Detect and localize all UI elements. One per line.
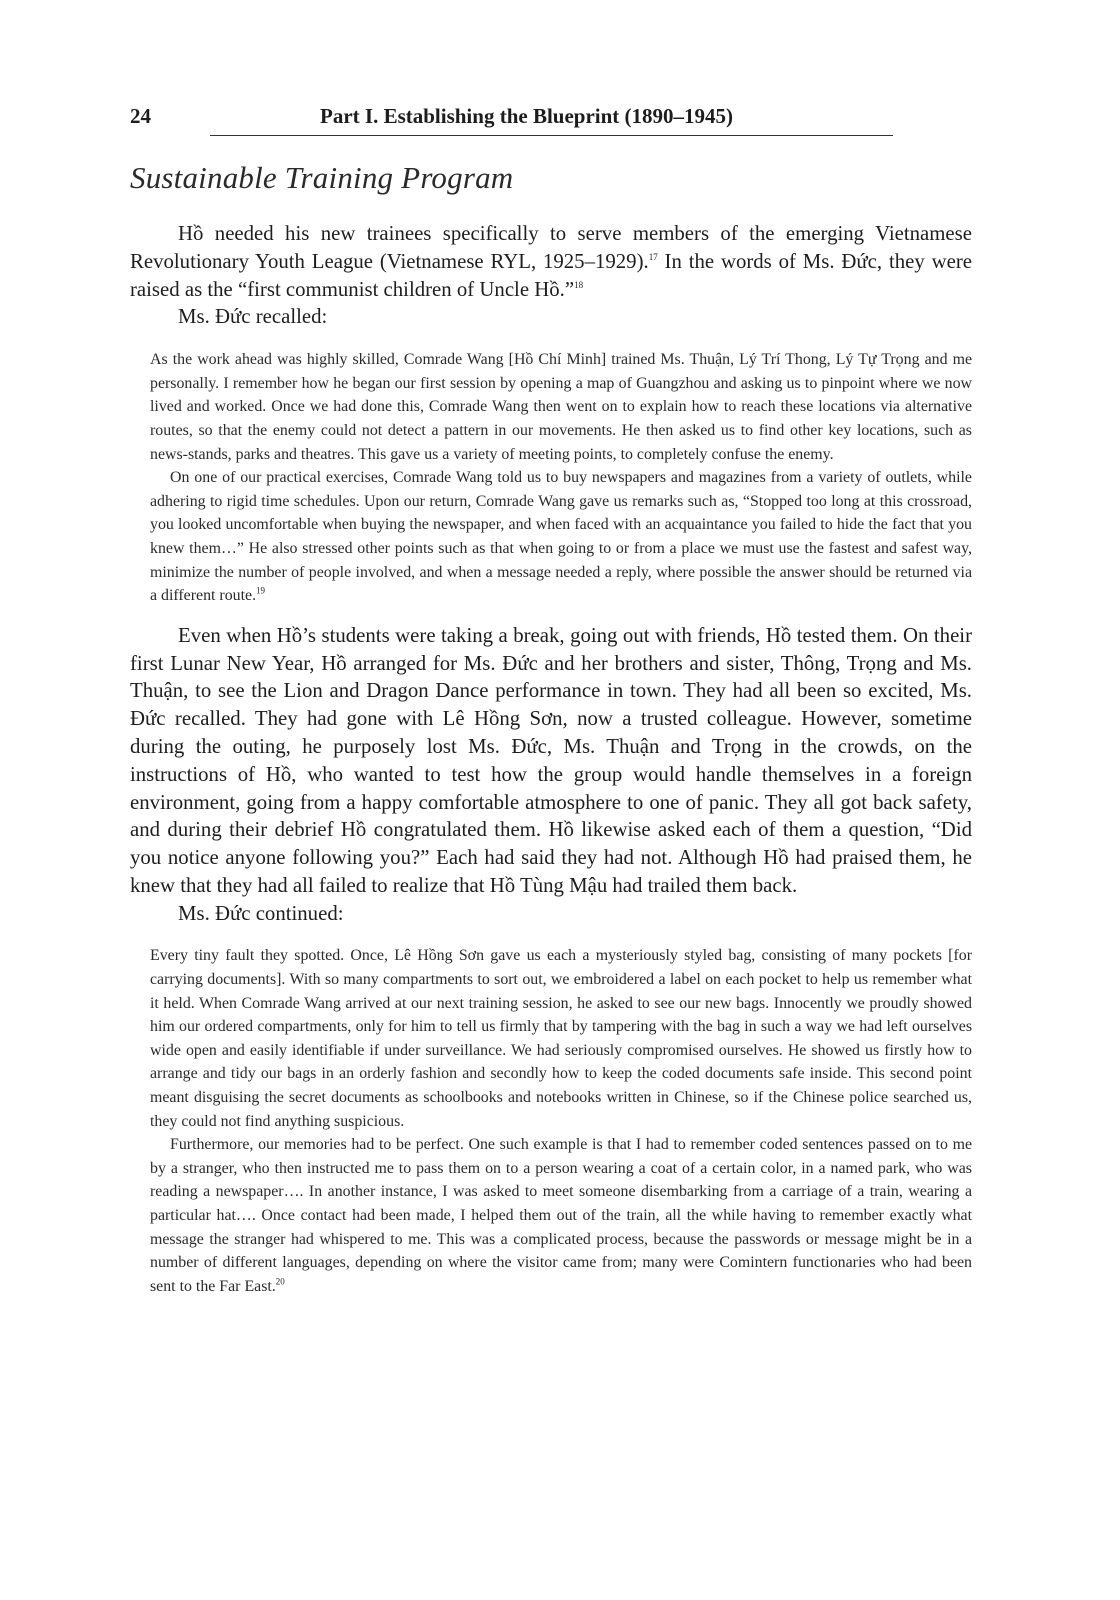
section-title: Sustainable Training Program <box>130 160 514 195</box>
running-header <box>130 104 892 138</box>
header-rule <box>210 135 893 136</box>
footnote-ref[interactable]: 17 <box>648 251 658 262</box>
block-quote: Every tiny fault they spotted. Once, Lê Hồng Sơn gave us each a mysteriously styled bag, consisting of many pockets [for carrying documents]. With so many compartments to sort out, we embroidered a label on each pocket to help us remember what it held. When Comrade Wang arrived at our next training session, he asked to see our new bags. Innocently we proudly showed him our ordered compartments, only for him to tell us firmly that by tampering with the bag in such a way we had left ourselves wide open and easily identifiable if under surveillance. We had seriously compromised ourselves. He showed us firstly how to arrange and tidy our bags in an orderly fashion and secondly how to keep the coded documents safe inside. This second point meant disguising the secret documents as schoolbooks and notebooks written in Chinese, so if the Chinese police searched us, they could not find anything suspicious. <box>150 947 972 1130</box>
running-head-title: Part I. Establishing the Blueprint (1890–1945) <box>320 104 734 128</box>
footnote-ref[interactable]: 19 <box>256 585 266 596</box>
block-quote <box>150 1133 972 1298</box>
paragraph-text: In the words of Ms. Đức, they were raised as the “first communist children of Uncle Hồ.” <box>130 249 972 301</box>
quote-text: On one of our practical exercises, Comrade Wang told us to buy newspapers and magazines from a variety of outlets, while adhering to rigid time schedules. Upon our return, Comrade Wang gave us remarks such as, “Stopped too long at this crossroad, you looked uncomfortable when buying the newspaper, and when faced with an acquaintance you failed to hide the fact that you knew them…” He also stressed other points such as that when going to or from a place we must use the fastest and safest way, minimize the number of people involved, and when a message needed a reply, where possible the answer should be returned via a different route. <box>150 469 972 605</box>
body-paragraph: Ms. Đức recalled: <box>178 305 328 329</box>
footnote-ref[interactable]: 20 <box>275 1276 285 1287</box>
quote-text: Furthermore, our memories had to be perfect. One such example is that I had to remember coded sentences passed on to me by a stranger, who then instructed me to pass them on to a person wearing a coat of a certain color, in a named park, who was reading a newspaper…. In another instance, I was asked to meet someone disembarking from a carriage of a train, wearing a particular hat…. Once contact had been made, I helped them out of the train, all the while having to remember exactly what message the stranger had whispered to me. This was a complicated process, because the passwords or message might be in a number of different languages, depending on where the visitor came from; many were Comintern functionaries who had been sent to the Far East. <box>150 1136 972 1295</box>
block-quote: As the work ahead was highly skilled, Comrade Wang [Hồ Chí Minh] trained Ms. Thuận, Lý Trí Thong, Lý Tự Trọng and me personally. I remember how he began our first session by opening a map of Guangzhou and asking us to pinpoint where we now lived and worked. Once we had done this, Comrade Wang then went on to explain how to reach these locations via alternative routes, so that the enemy could not detect a pattern in our movements. He then asked us to find other key locations, such as news-stands, parks and theatres. This gave us a variety of meeting points, to completely confuse the enemy. <box>150 351 972 463</box>
body-paragraph: Ms. Đức continued: <box>178 901 344 925</box>
paragraph-text: Hồ needed his new trainees specifically to serve members of the emerging Vietnamese Revolutionary Youth League (Vietnamese RYL, 1925–1929). <box>130 222 972 273</box>
page-number: 24 <box>130 104 151 128</box>
page-body <box>130 220 972 1298</box>
body-paragraph <box>130 220 972 303</box>
body-paragraph: Even when Hồ’s students were taking a break, going out with friends, Hồ tested them. On their first Lunar New Year, Hồ arranged for Ms. Đức and her brothers and sister, Thông, Trọng and Ms. Thuận, to see the Lion and Dragon Dance performance in town. They had all been so excited, Ms. Đức recalled. They had gone with Lê Hồng Sơn, now a trusted colleague. However, sometime during the outing, he purposely lost Ms. Đức, Ms. Thuận and Trọng in the crowds, on the instructions of Hồ, who wanted to test how the group would handle themselves in a foreign environment, going from a happy comfortable atmosphere to one of panic. They all got back safety, and during their debrief Hồ congratulated them. Hồ likewise asked each of them a question, “Did you notice anyone following you?” Each had said they had not. Although Hồ had praised them, he knew that they had all failed to realize that Hồ Tùng Mậu had trailed them back. <box>130 623 972 897</box>
block-quote <box>150 466 972 608</box>
footnote-ref[interactable]: 18 <box>574 279 584 290</box>
